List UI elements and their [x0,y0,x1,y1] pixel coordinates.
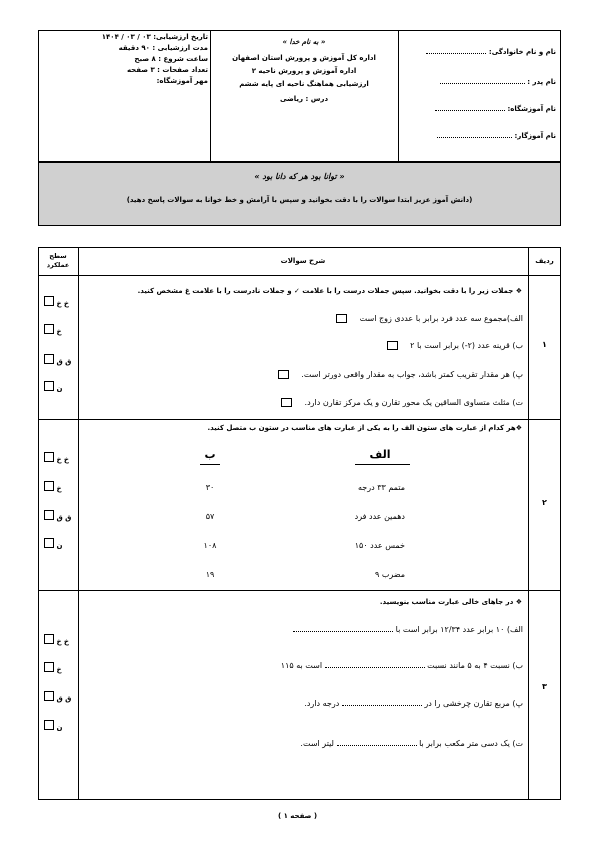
answer-checkbox[interactable] [387,341,398,350]
page-count: تعداد صفحات : ۳ صفحه [126,66,208,74]
match-a-2: دهمین عدد فرد [354,512,405,521]
match-b-4: ۱۹ [205,570,215,579]
col-b-title: ب [204,448,216,461]
exam-start: ساعت شروع : ۸ صبح [134,55,208,63]
grade-label: خ [56,328,62,336]
exam-duration: مدت ارزشیابی : ۹۰ دقیقه [118,44,208,52]
banner-quote: « توانا بود هر که دانا بود » [254,172,345,181]
q1-item-text: پ) هر مقدار تقریب کمتر باشد، جواب به مقدار واقعی دورتر است. [301,370,523,379]
grade-checkbox[interactable] [44,720,54,730]
exam-date: تاریخ ارزشیابی: ۰۳ / ۰۳ / ۱۴۰۴ [101,33,208,41]
grade-checkbox[interactable] [44,296,54,306]
answer-checkbox[interactable] [278,370,289,379]
answer-blank[interactable] [337,738,417,746]
q1-item-text: الف)مجموع سه عدد فرد برابر با عددی زوج است [359,314,523,323]
grade-checkbox[interactable] [44,324,54,334]
answer-checkbox[interactable] [336,314,347,323]
question-number-1: ۱ [542,340,547,349]
match-a-3: خمس عدد ۱۵۰ [354,541,405,550]
grade-checkbox[interactable] [44,452,54,462]
grade-checkbox[interactable] [44,538,54,548]
match-a-4: مضرب ۹ [374,570,405,579]
basmala: « به نام خدا » [282,38,326,46]
q1-item-a [223,314,523,324]
question-1-instruction: ❖ جملات زیر را با دقت بخوانید. سپس جملات درست را با علامت ✓ و جملات نادرست را با علامت غ مشخص کنید. [137,287,522,295]
question-number-2: ۲ [542,498,547,507]
school-name-label: نام آموزشگاه: [507,105,556,113]
q3-item-b [93,660,523,671]
grade-label: خ [56,666,62,674]
exam-title: ارزشیابی هماهنگ ناحیه ای پایه ششم [239,80,369,88]
q1-item-text: ب) قرینه عدد (۲-) برابر است با ۲ [410,341,523,350]
q1-item-c [163,370,523,380]
grade-label: ن [56,724,63,732]
q1-item-b [223,341,523,351]
match-b-2: ۵۷ [205,512,215,521]
answer-checkbox[interactable] [281,398,292,407]
q3-item-a [93,624,523,635]
match-b-1: ۳۰ [205,483,215,492]
banner-instruction: (دانش آموز عزیز ابتدا سوالات را با دقت بخوانید و سپس با آرامش و خط خوانا به سوالات پاسخ دهید) [126,196,473,204]
match-b-3: ۱۰۸ [203,541,217,550]
grade-label: ن [56,542,63,550]
grade-label: ن [56,385,63,393]
grade-checkbox[interactable] [44,691,54,701]
q3-item-before: الف) ۱۰ برابر عدد ۱۲/۳۴ برابر است با [395,625,523,634]
grade-checkbox[interactable] [44,662,54,672]
question-2-instruction: ❖هر کدام از عبارت های ستون الف را به یکی از عبارت های مناسب در ستون ب متصل کنید. [207,424,522,432]
q3-item-after: درجه دارد. [304,699,340,708]
grade-label: خ خ [56,300,69,308]
col-header-row: ردیف [535,257,554,265]
grade-label: خ خ [56,638,69,646]
col-a-title: الف [369,448,391,461]
q1-item-d [163,398,523,408]
q3-item-after: است به ۱۱۵ [280,661,323,670]
q3-item-before: ب) نسبت ۴ به ۵ مانند نسبت [427,661,523,670]
q3-item-d [93,738,523,749]
grade-label: ق ق [56,514,72,522]
col-header-grade: سطح عملکرد [46,252,70,269]
answer-blank[interactable] [342,698,422,706]
question-3-instruction: ❖ در جاهای خالی عبارت مناسب بنویسید. [379,598,522,606]
grade-label: خ خ [56,456,69,464]
question-number-3: ۳ [542,682,547,691]
col-header-questions: شرح سوالات [280,257,326,265]
teacher-name-label: نام آموزگار: [514,132,556,140]
grade-label: خ [56,485,62,493]
q3-item-after: لیتر است. [300,739,334,748]
q1-item-text: ت) مثلث متساوی الساقین یک محور تقارن و یک مرکز تقارن دارد. [304,398,523,407]
grade-checkbox[interactable] [44,510,54,520]
province-office: اداره کل آموزش و پرورش استان اصفهان [232,54,376,62]
header-center [210,38,398,104]
district-office: اداره آموزش و پرورش ناحیه ۲ [251,67,357,75]
subject: درس : ریاضی [279,95,329,103]
grade-checkbox[interactable] [44,381,54,391]
answer-blank[interactable] [325,660,425,668]
grade-checkbox[interactable] [44,481,54,491]
match-a-1: متمم ۳۳ درجه [358,483,405,492]
questions-table [38,247,561,800]
father-name-label: نام پدر : [527,78,556,86]
school-stamp-label: مهر آموزشگاه: [156,77,208,85]
answer-blank[interactable] [293,624,393,632]
page-number: ( صفحه ۱ ) [277,812,318,820]
grade-checkbox[interactable] [44,634,54,644]
q3-item-before: پ) مربع تقارن چرخشی را در [424,699,523,708]
grade-label: ق ق [56,358,72,366]
q3-item-before: ت) یک دسی متر مکعب برابر با [419,739,523,748]
student-name-label: نام و نام خانوادگی: [488,48,556,56]
grade-label: ق ق [56,695,72,703]
grade-checkbox[interactable] [44,354,54,364]
exam-info [44,33,208,86]
q3-item-c [93,698,523,709]
